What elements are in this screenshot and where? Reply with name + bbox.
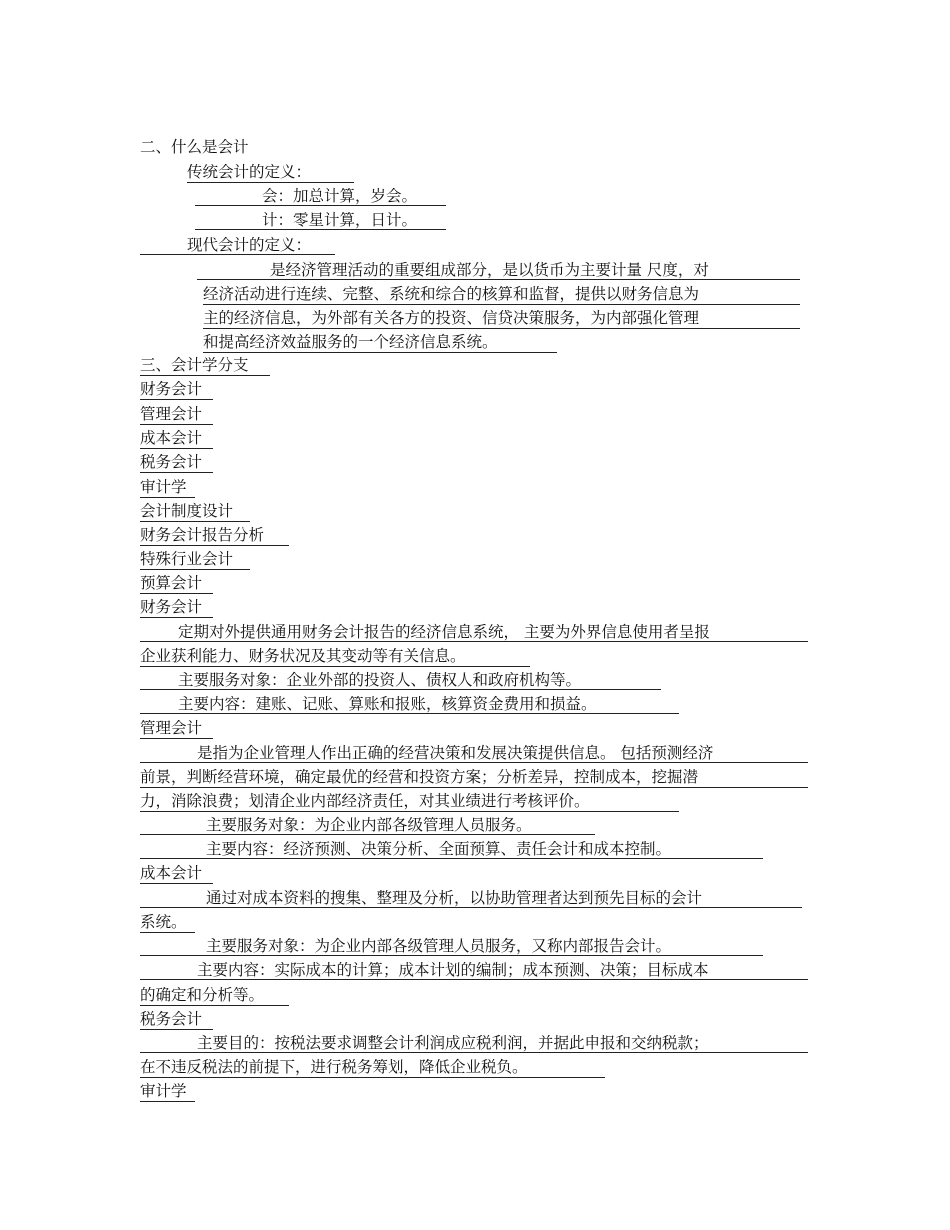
financial-accounting-objects: 主要服务对象：企业外部的投资人、债权人和政府机构等。: [140, 670, 661, 690]
tax-accounting-goal-1: 主要目的：按税法要求调整会计利润成应税利润，并据此申报和交纳税款；: [140, 1033, 808, 1053]
cost-accounting-objects: 主要服务对象：为企业内部各级管理人员服务，又称内部报告会计。: [140, 936, 763, 956]
modern-definition-line-3: 主的经济信息，为外部有关各方的投资、信贷决策服务，为内部强化管理: [203, 308, 800, 329]
cost-accounting-title: 成本会计: [140, 863, 213, 884]
management-accounting-desc-3: 力，消除浪费；划清企业内部经济责任，对其业绩进行考核评价。: [140, 791, 679, 812]
management-accounting-title: 管理会计: [140, 718, 213, 739]
modern-definition-title: 现代会计的定义：: [140, 235, 335, 255]
traditional-definition-kuai: 会：加总计算，岁会。: [195, 186, 446, 206]
branch-list-item: 财务会计报告分析: [140, 525, 289, 546]
management-accounting-desc-2: 前景，判断经营环境，确定最优的经营和投资方案；分析差异，控制成本，挖掘潜: [140, 767, 808, 788]
branch-list-item: 税务会计: [140, 452, 213, 473]
financial-accounting-content: 主要内容：建账、记账、算账和报账，核算资金费用和损益。: [140, 694, 679, 714]
financial-accounting-title: 财务会计: [140, 597, 213, 618]
branch-list-item: 成本会计: [140, 428, 213, 449]
modern-definition-line-2: 经济活动进行连续、完整、系统和综合的核算和监督，提供以财务信息为: [203, 284, 800, 305]
cost-accounting-desc-1: 通过对成本资料的搜集、整理及分析，以协助管理者达到预先目标的会计: [140, 888, 802, 908]
management-accounting-objects: 主要服务对象：为企业内部各级管理人员服务。: [140, 815, 595, 835]
modern-definition-line-4: 和提高经济效益服务的一个经济信息系统。: [203, 332, 557, 353]
audit-title: 审计学: [140, 1081, 195, 1102]
management-accounting-content: 主要内容：经济预测、决策分析、全面预算、责任会计和成本控制。: [140, 839, 763, 859]
traditional-definition-ji: 计：零星计算，日计。: [195, 210, 446, 230]
financial-accounting-desc-1: 定期对外提供通用财务会计报告的经济信息系统， 主要为外界信息使用者呈报: [140, 622, 808, 642]
traditional-definition-title: 传统会计的定义：: [187, 162, 354, 183]
branch-list-item: 管理会计: [140, 404, 213, 425]
branch-list-item: 财务会计: [140, 379, 213, 400]
cost-accounting-content-1: 主要内容：实际成本的计算；成本计划的编制；成本预测、决策；目标成本: [140, 960, 808, 980]
section-heading-what-is-accounting: 二、什么是会计: [140, 138, 249, 156]
branch-list-item: 会计制度设计: [140, 501, 250, 522]
branch-list-item: 审计学: [140, 477, 195, 498]
section-heading-branches: 三、会计学分支: [140, 355, 270, 376]
branch-list-item: 预算会计: [140, 573, 213, 594]
tax-accounting-goal-2: 在不违反税法的前提下，进行税务筹划，降低企业税负。: [140, 1057, 605, 1078]
financial-accounting-desc-2: 企业获利能力、财务状况及其变动等有关信息。: [140, 646, 530, 667]
modern-definition-line-1: 是经济管理活动的重要组成部分，是以货币为主要计量 尺度，对: [197, 260, 800, 280]
branch-list-item: 特殊行业会计: [140, 549, 250, 570]
cost-accounting-content-2: 的确定和分析等。: [140, 985, 289, 1006]
cost-accounting-desc-2: 系统。: [140, 912, 195, 933]
management-accounting-desc-1: 是指为企业管理人作出正确的经营决策和发展决策提供信息。 包括预测经济: [140, 743, 808, 763]
tax-accounting-title: 税务会计: [140, 1009, 213, 1030]
